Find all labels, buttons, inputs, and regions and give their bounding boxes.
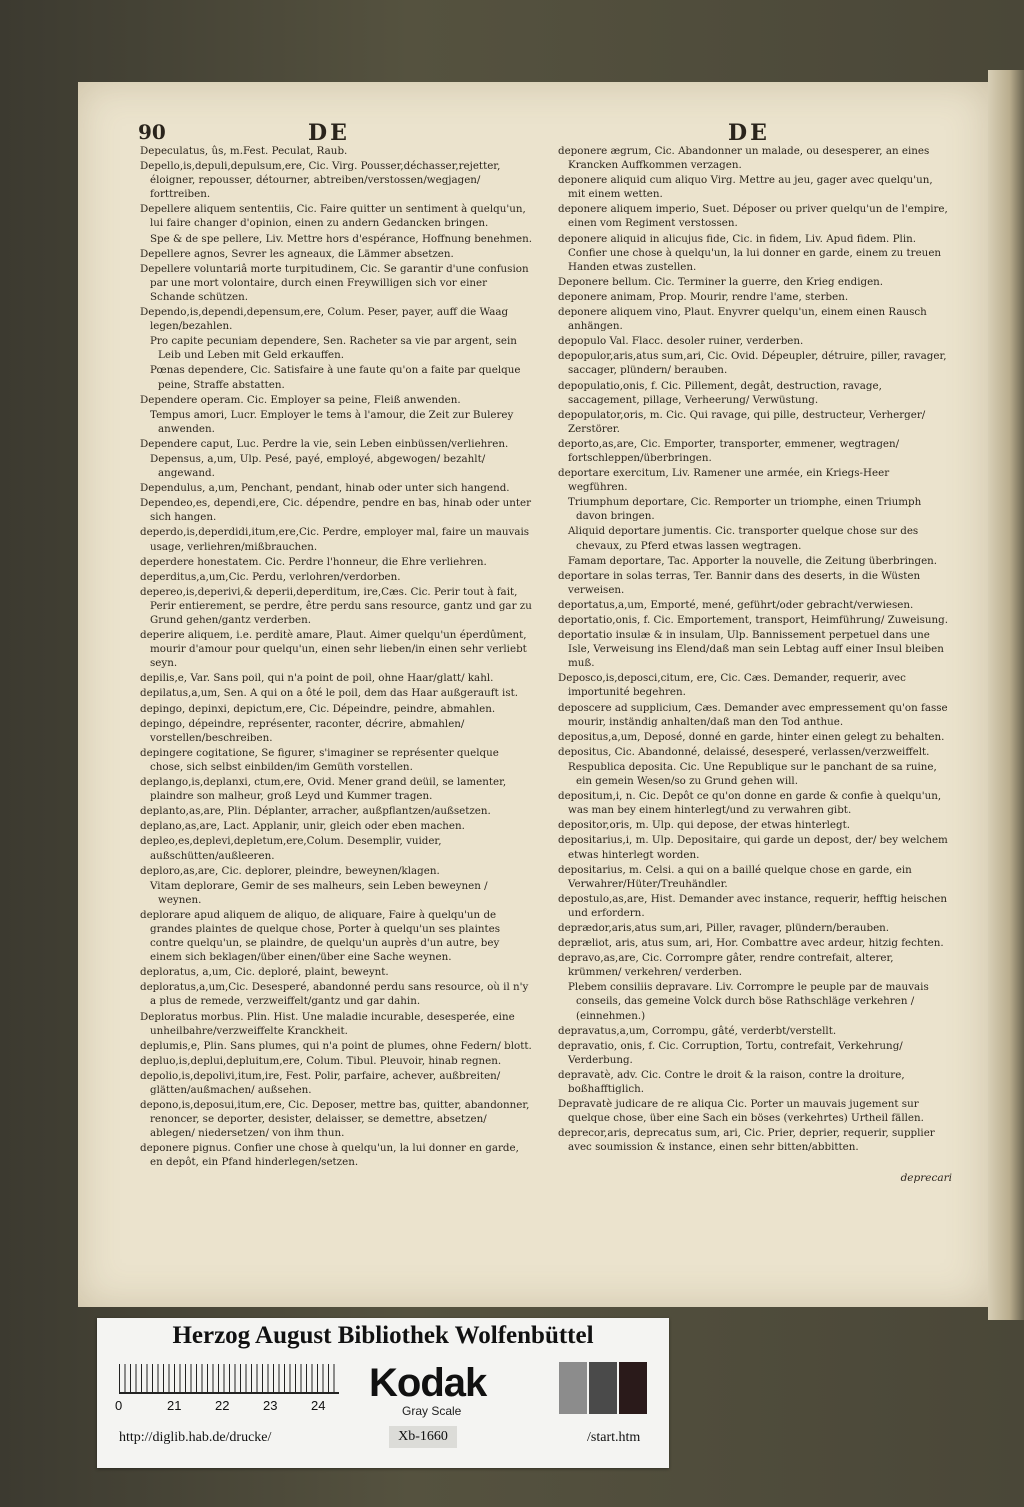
dictionary-entry: Triumphum deportare, Cic. Remporter un triomphe, einen Triumph davon bringen. bbox=[568, 496, 922, 523]
gray-swatch-black bbox=[619, 1362, 647, 1414]
dictionary-entry: Vitam deplorare, Gemir de ses malheurs, sein Leben beweynen / weynen. bbox=[150, 879, 488, 906]
dictionary-entry: depravo,as,are, Cic. Corrompre gâter, rendre contrefait, alterer, krümmen/ verkehren/ verderben. bbox=[558, 952, 894, 979]
dictionary-entry: deperdo,is,deperdidi,itum,ere,Cic. Perdre, employer mal, faire un mauvais usage, verliehren/mißbrauchen. bbox=[140, 526, 530, 553]
dictionary-entry: depositus,a,um, Deposé, donné en garde, hinter einen gelegt zu behalten. bbox=[558, 730, 945, 743]
dictionary-entry: Depravatè judicare de re aliqua Cic. Porter un mauvais jugement sur quelque chose, über eine Sach ein böses (verkehrtes) Urtheil fällen. bbox=[558, 1098, 924, 1125]
ruler-label: 22 bbox=[215, 1398, 230, 1413]
dictionary-entry: Deposco,is,deposci,citum, ere, Cic. Cæs. Demander, requerir, avec importunité begehren. bbox=[558, 672, 906, 699]
dictionary-entry: deponere aliquem vino, Plaut. Enyvrer quelqu'un, einem einen Rausch anhängen. bbox=[558, 306, 927, 333]
dictionary-entry: Pro capite pecuniam dependere, Sen. Racheter sa vie par argent, sein Leib und Leben mit Geld erkauffen. bbox=[150, 335, 517, 362]
dictionary-entry: Dependo,is,dependi,depensum,ere, Colum. Peser, payer, auff die Waag legen/bezahlen. bbox=[140, 306, 509, 333]
dictionary-entry: Spe & de spe pellere, Liv. Mettre hors d'espérance, Hoffnung benehmen. bbox=[150, 232, 532, 245]
dictionary-entry: deponere aliquid cum aliquo Virg. Mettre au jeu, gager avec quelqu'un, mit einem wetten. bbox=[558, 174, 933, 201]
dictionary-entry: depolio,is,depolivi,itum,ire, Fest. Polir, parfaire, achever, außbreiten/ glätten/außmachen/ außsehen. bbox=[140, 1069, 501, 1096]
dictionary-column-left bbox=[140, 144, 532, 1274]
dictionary-entry: depravatus,a,um, Corrompu, gâté, verderbt/verstellt. bbox=[558, 1024, 837, 1037]
page-edge bbox=[988, 70, 1024, 1320]
dictionary-entry: Depellere aliquem sententiis, Cic. Faire quitter un sentiment à quelqu'un, lui faire changer d'opinion, einen zu andern Gedancken bringen. bbox=[140, 203, 526, 230]
dictionary-entry: depositarius,i, m. Ulp. Depositaire, qui garde un depost, der/ bey welchem etwas hinterlegt worden. bbox=[558, 834, 948, 861]
dictionary-entry: depopulatio,onis, f. Cic. Pillement, degât, destruction, ravage, saccagement, pillage, Verheerung/ Verwüstung. bbox=[558, 379, 882, 406]
dictionary-entry: deportatio insulæ & in insulam, Ulp. Bannissement perpetuel dans une Isle, Verweisung ins Elend/daß man sein Lebtag auff einer Insul bleiben muß. bbox=[558, 629, 944, 670]
dictionary-entry: depositum,i, n. Cic. Depôt ce qu'on donne en garde & confie à quelqu'un, was man bey einem hinterlegt/und zu verwahren gibt. bbox=[558, 790, 942, 817]
dictionary-entry: deportare in solas terras, Ter. Bannir dans des deserts, in die Wüsten verweisen. bbox=[558, 569, 921, 596]
dictionary-entry: depostulo,as,are, Hist. Demander avec instance, requerir, hefftig heischen und erfordern. bbox=[558, 892, 947, 919]
dictionary-entry: depopulor,aris,atus sum,ari, Cic. Ovid. Dépeupler, détruire, piller, ravager, saccager, plündern/ berauben. bbox=[558, 350, 947, 377]
book-page bbox=[78, 82, 988, 1307]
dictionary-entry: deprædor,aris,atus sum,ari, Piller, ravager, plündern/berauben. bbox=[558, 921, 890, 934]
dictionary-entry: Depello,is,depuli,depulsum,ere, Cic. Virg. Pousser,déchasser,rejetter, éloigner, repousser, détourner, abtreiben/verstossen/wegjagen/ forttreiben. bbox=[140, 160, 501, 201]
color-target-card bbox=[97, 1318, 669, 1468]
library-name: Herzog August Bibliothek Wolfenbüttel bbox=[172, 1322, 594, 1349]
dictionary-entry: depereo,is,deperivi,& deperii,deperditum, ire,Cæs. Cic. Perir tout à fait, Perir entierement, se perdre, être perdu sans resource, gantz und gar zu Grund gehen/gantz verderben. bbox=[140, 585, 532, 626]
dictionary-entry: deploratus,a,um,Cic. Desesperé, abandonné perdu sans resource, où il n'y a plus de remede, verzweiffelt/gantz und gar dahin. bbox=[140, 981, 529, 1008]
dictionary-entry: deponere aliquem imperio, Suet. Déposer ou priver quelqu'un de l'empire, einen vom Regiment verstossen. bbox=[558, 203, 948, 230]
dictionary-entry: depingo, dépeindre, représenter, raconter, décrire, abmahlen/ vorstellen/beschreiben. bbox=[140, 717, 465, 744]
dictionary-entry: deponere animam, Prop. Mourir, rendre l'ame, sterben. bbox=[558, 290, 849, 303]
dictionary-entry: Depeculatus, ûs, m.Fest. Peculat, Raub. bbox=[140, 145, 348, 157]
kodak-logo: Kodak bbox=[369, 1361, 487, 1405]
catchword: deprecari bbox=[900, 1172, 952, 1184]
dictionary-entry: Aliquid deportare jumentis. Cic. transporter quelque chose sur des chevaux, zu Pferd etwas lassen wegtragen. bbox=[568, 525, 919, 552]
dictionary-entry: deportatio,onis, f. Cic. Emportement, transport, Heimführung/ Zuweisung. bbox=[558, 614, 949, 626]
url-prefix: http://diglib.hab.de/drucke/ bbox=[119, 1430, 272, 1445]
dictionary-entry: depositor,oris, m. Ulp. qui depose, der etwas hinterlegt. bbox=[558, 819, 851, 832]
dictionary-entry: deportatus,a,um, Emporté, mené, geführt/oder gebracht/verwiesen. bbox=[558, 598, 914, 611]
dictionary-entry: deporto,as,are, Cic. Emporter, transporter, emmener, wegtragen/ fortschleppen/überbringen. bbox=[558, 437, 900, 464]
dictionary-entry: deplanto,as,are, Plin. Déplanter, arracher, außpflantzen/außsetzen. bbox=[140, 805, 491, 818]
shelfmark: Xb-1660 bbox=[389, 1426, 457, 1448]
dictionary-entry: depopulo Val. Flacc. desoler ruiner, verderben. bbox=[558, 335, 804, 348]
dictionary-entry: depluo,is,deplui,depluitum,ere, Colum. Tibul. Pleuvoir, hinab regnen. bbox=[140, 1054, 502, 1067]
dictionary-entry: deplango,is,deplanxi, ctum,ere, Ovid. Mener grand deüil, se lamenter, plaindre son malheur, groß Leyd und Kummer tragen. bbox=[140, 776, 507, 803]
dictionary-entry: Famam deportare, Tac. Apporter la nouvelle, die Zeitung überbringen. bbox=[568, 554, 938, 567]
dictionary-entry: Dependulus, a,um, Penchant, pendant, hinab oder unter sich hangend. bbox=[140, 482, 510, 495]
dictionary-entry: deprecor,aris, deprecatus sum, ari, Cic. Prier, deprier, requerir, supplier avec soumission & instance, einen sehr bitten/abbitten. bbox=[558, 1127, 935, 1154]
dictionary-entry: Deploratus morbus. Plin. Hist. Une maladie incurable, desesperée, eine unheilbahre/verzweiffelte Kranckheit. bbox=[140, 1010, 515, 1037]
dictionary-entry: Plebem consiliis depravare. Liv. Corrompre le peuple par de mauvais conseils, das gemeine Volck durch böse Rathschläge verkehren / (einnehmen.) bbox=[568, 981, 929, 1022]
dictionary-entry: depopulator,oris, m. Cic. Qui ravage, qui pille, destructeur, Verherger/ Zerstörer. bbox=[558, 408, 926, 435]
dictionary-entry: deposcere ad supplicium, Cæs. Demander avec empressement qu'on fasse mourir, inständig anhalten/daß man den Tod anthue. bbox=[558, 701, 948, 728]
dictionary-entry: depravatè, adv. Cic. Contre le droit & la raison, contre la droiture, boßhafftiglich. bbox=[558, 1068, 905, 1095]
ruler-label: 0 bbox=[115, 1398, 123, 1413]
dictionary-entry: Deponere bellum. Cic. Terminer la guerre, den Krieg endigen. bbox=[558, 275, 884, 288]
dictionary-entry: Dependere operam. Cic. Employer sa peine, Fleiß anwenden. bbox=[140, 393, 461, 406]
running-head-right: DE bbox=[728, 120, 770, 146]
gray-swatch-dark bbox=[589, 1362, 617, 1414]
dictionary-entry: Pœnas dependere, Cic. Satisfaire à une faute qu'on a faite par quelque peine, Straffe abstatten. bbox=[150, 364, 521, 391]
dictionary-entry: Depellere agnos, Sevrer les agneaux, die Lämmer absetzen. bbox=[140, 247, 454, 260]
ruler-label: 23 bbox=[263, 1398, 278, 1413]
dictionary-entry: Depellere voluntariâ morte turpitudinem, Cic. Se garantir d'une confusion par une mort volontaire, durch einen Freywilligen sich vor einer Schande schützen. bbox=[140, 262, 529, 303]
dictionary-entry: Respublica deposita. Cic. Une Republique sur le panchant de sa ruine, ein gemein Wesen/so zu Grund gehen will. bbox=[568, 760, 937, 788]
dictionary-entry: depleo,es,deplevi,depletum,ere,Colum. Desemplir, vuider, außschütten/außleeren. bbox=[140, 835, 442, 862]
dictionary-entry: depilis,e, Var. Sans poil, qui n'a point de poil, ohne Haar/glatt/ kahl. bbox=[140, 672, 494, 685]
dictionary-entry: deperdere honestatem. Cic. Perdre l'honneur, die Ehre verliehren. bbox=[140, 555, 487, 568]
dictionary-entry: deplumis,e, Plin. Sans plumes, qui n'a point de plumes, ohne Federn/ blott. bbox=[140, 1039, 532, 1052]
dictionary-entry: depræliot, aris, atus sum, ari, Hor. Combattre avec ardeur, hitzig fechten. bbox=[558, 937, 944, 950]
dictionary-entry: deploratus, a,um, Cic. deploré, plaint, beweynt. bbox=[140, 966, 389, 979]
dictionary-entry: depingo, depinxi, depictum,ere, Cic. Dépeindre, peindre, abmahlen. bbox=[140, 702, 496, 715]
dictionary-entry: deportare exercitum, Liv. Ramener une armée, ein Kriegs-Heer wegführen. bbox=[558, 467, 890, 494]
dictionary-entry: Dependeo,es, dependi,ere, Cic. dépendre, pendre en bas, hinab oder unter sich hangen. bbox=[140, 497, 532, 524]
dictionary-entry: deplorare apud aliquem de aliquo, de aliquare, Faire à quelqu'un de grandes plaintes de quelque chose, Porter à quelqu'un ses plaintes contre quelqu'un, se plaindre, de quelqu'un auprès d'un autre, bey einem sich beklagen/über einen/über eine Sache weynen. bbox=[140, 908, 501, 964]
dictionary-entry: deperditus,a,um,Cic. Perdu, verlohren/verdorben. bbox=[140, 570, 401, 583]
dictionary-entry: deponere aliquid in alicujus fide, Cic. in fidem, Liv. Apud fidem. Plin. Confier une chose à quelqu'un, la lui donner en garde, einem zu treuen Handen etwas zustellen. bbox=[558, 232, 942, 273]
dictionary-entry: depono,is,deposui,itum,ere, Cic. Deposer, mettre bas, quitter, abandonner, renoncer, se deporter, desister, delaisser, se demettre, absetzen/ ablegen/ niedersetzen/ von ihm thun. bbox=[140, 1099, 530, 1140]
dictionary-entry: deploro,as,are, Cic. deplorer, pleindre, beweynen/klagen. bbox=[140, 864, 440, 877]
ruler-label: 21 bbox=[167, 1398, 182, 1413]
gray-swatch-light bbox=[559, 1362, 587, 1414]
dictionary-entry: depravatio, onis, f. Cic. Corruption, Tortu, contrefait, Verkehrung/ Verderbung. bbox=[558, 1039, 903, 1066]
running-head-left: DE bbox=[308, 120, 350, 146]
dictionary-entry: depilatus,a,um, Sen. A qui on a ôté le poil, dem das Haar außgerauft ist. bbox=[140, 687, 519, 700]
dictionary-entry: depingere cogitatione, Se figurer, s'imaginer se représenter quelque chose, sich selbst einbilden/im Gemüth vorstellen. bbox=[140, 746, 499, 773]
dictionary-entry: Depensus, a,um, Ulp. Pesé, payé, employé, abgewogen/ bezahlt/ angewand. bbox=[150, 452, 486, 480]
ruler-scale bbox=[119, 1364, 339, 1394]
dictionary-entry: deplano,as,are, Lact. Applanir, unir, gleich oder eben machen. bbox=[140, 820, 465, 833]
dictionary-entry: Tempus amori, Lucr. Employer le tems à l'amour, die Zeit zur Bulerey anwenden. bbox=[150, 408, 514, 435]
url-suffix: /start.htm bbox=[587, 1430, 641, 1445]
page-number: 90 bbox=[138, 120, 166, 144]
dictionary-entry: deponere pignus. Confier une chose à quelqu'un, la lui donner en garde, en depôt, ein Pfand hinderlegen/setzen. bbox=[140, 1142, 519, 1169]
dictionary-entry: depositus, Cic. Abandonné, delaissé, desesperé, verlassen/verzweiffelt. bbox=[558, 745, 930, 758]
dictionary-column-right bbox=[558, 144, 950, 1274]
ruler-label: 24 bbox=[311, 1398, 326, 1413]
dictionary-entry: Dependere caput, Luc. Perdre la vie, sein Leben einbüssen/verliehren. bbox=[140, 437, 509, 450]
dictionary-entry: deperire aliquem, i.e. perditè amare, Plaut. Aimer quelqu'un éperdûment, mourir d'amour pour quelqu'un, einen sehr lieben/in einen sehr verliebt seyn. bbox=[140, 629, 527, 670]
gray-scale-label: Gray Scale bbox=[402, 1404, 462, 1418]
dictionary-entry: deponere ægrum, Cic. Abandonner un malade, ou desesperer, an eines Krancken Auffkommen verzagen. bbox=[558, 145, 930, 172]
dictionary-entry: depositarius, m. Celsi. a qui on a baillé quelque chose en garde, ein Verwahrer/Hüter/Treuhändler. bbox=[558, 863, 912, 890]
